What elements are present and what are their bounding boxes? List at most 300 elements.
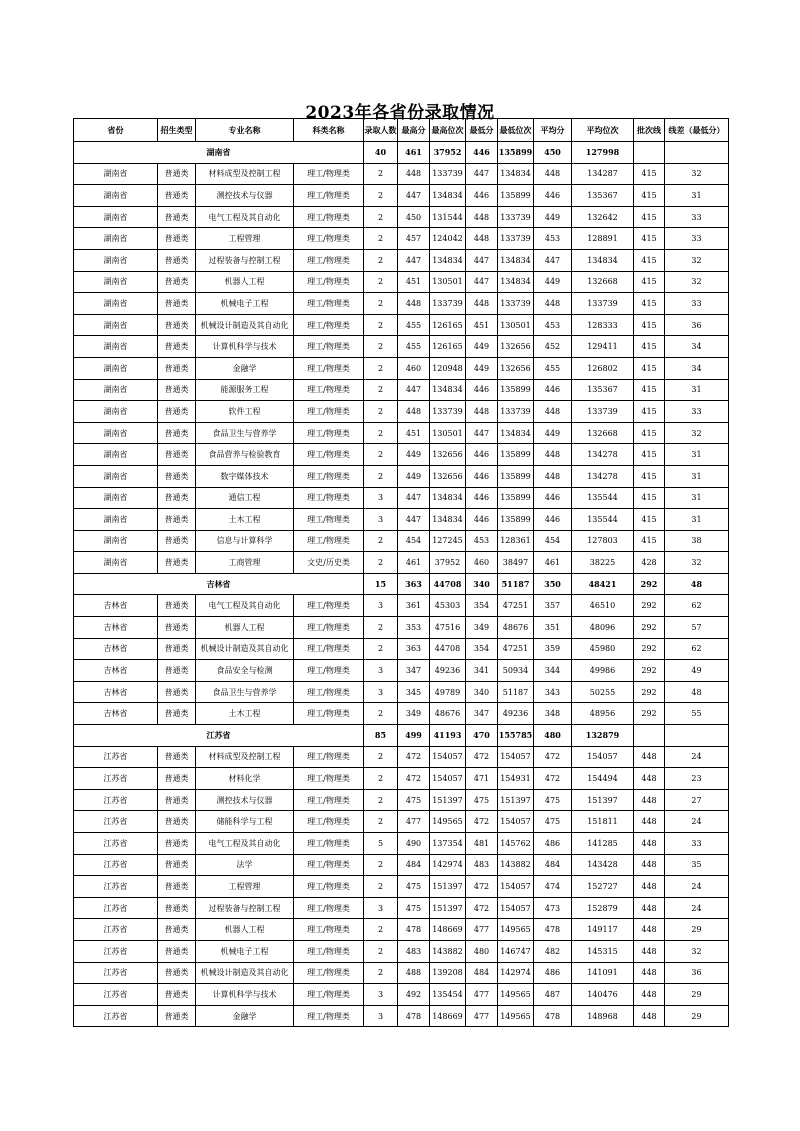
table-cell: 2	[364, 854, 398, 876]
table-cell: 142974	[498, 962, 534, 984]
table-cell: 343	[534, 681, 572, 703]
table-cell: 151397	[430, 789, 466, 811]
table-cell: 37952	[430, 552, 466, 574]
table-cell: 食品卫生与营养学	[196, 681, 294, 703]
table-cell: 415	[634, 314, 665, 336]
table-cell: 2	[364, 746, 398, 768]
table-cell: 湖南省	[74, 379, 158, 401]
table-cell: 湖南省	[74, 249, 158, 271]
table-cell: 134834	[430, 249, 466, 271]
table-cell: 湖南省	[74, 552, 158, 574]
table-cell: 理工/物理类	[294, 919, 364, 941]
table-cell: 48956	[572, 703, 634, 725]
table-cell: 普通类	[158, 876, 196, 898]
table-cell: 483	[466, 854, 498, 876]
table-cell: 普通类	[158, 1005, 196, 1027]
table-cell: 134834	[498, 271, 534, 293]
table-row	[74, 595, 729, 617]
table-cell: 2	[364, 811, 398, 833]
table-cell: 415	[634, 249, 665, 271]
table-cell: 34	[665, 336, 729, 358]
table-cell: 普通类	[158, 271, 196, 293]
table-cell: 349	[466, 617, 498, 639]
province-name: 湖南省	[74, 142, 364, 164]
table-cell: 146747	[498, 940, 534, 962]
table-cell: 理工/物理类	[294, 314, 364, 336]
table-row	[74, 962, 729, 984]
table-cell: 415	[634, 206, 665, 228]
table-cell: 347	[466, 703, 498, 725]
table-cell: 133739	[430, 163, 466, 185]
table-cell: 普通类	[158, 746, 196, 768]
table-cell: 31	[665, 185, 729, 207]
table-row	[74, 465, 729, 487]
table-cell: 36	[665, 962, 729, 984]
table-cell: 普通类	[158, 703, 196, 725]
table-cell: 292	[634, 617, 665, 639]
table-cell: 451	[398, 271, 430, 293]
table-cell: 415	[634, 465, 665, 487]
table-cell: 448	[634, 811, 665, 833]
table-cell: 135899	[498, 379, 534, 401]
table-cell: 449	[534, 422, 572, 444]
table-cell: 62	[665, 595, 729, 617]
table-cell: 135899	[498, 444, 534, 466]
table-cell: 127803	[572, 530, 634, 552]
table-cell: 47516	[430, 617, 466, 639]
table-cell: 2	[364, 444, 398, 466]
table-cell: 理工/物理类	[294, 336, 364, 358]
table-cell: 理工/物理类	[294, 746, 364, 768]
table-cell: 普通类	[158, 617, 196, 639]
table-cell: 31	[665, 444, 729, 466]
table-cell: 154057	[498, 897, 534, 919]
table-cell: 2	[364, 703, 398, 725]
table-row	[74, 789, 729, 811]
table-cell: 湖南省	[74, 509, 158, 531]
table-cell: 湖南省	[74, 487, 158, 509]
table-cell: 135544	[572, 509, 634, 531]
table-cell: 35	[665, 854, 729, 876]
table-cell: 480	[466, 940, 498, 962]
header-cell: 科类名称	[294, 119, 364, 142]
table-cell: 理工/物理类	[294, 660, 364, 682]
table-cell: 135899	[498, 465, 534, 487]
table-cell: 475	[398, 789, 430, 811]
table-cell: 415	[634, 293, 665, 315]
table-cell: 448	[534, 444, 572, 466]
table-cell: 江苏省	[74, 833, 158, 855]
table-cell: 448	[534, 293, 572, 315]
table-row	[74, 444, 729, 466]
table-cell: 工程管理	[196, 876, 294, 898]
table-cell: 132668	[572, 422, 634, 444]
table-cell: 32	[665, 422, 729, 444]
table-cell: 理工/物理类	[294, 789, 364, 811]
table-cell: 447	[398, 487, 430, 509]
table-cell: 2	[364, 789, 398, 811]
table-cell: 5	[364, 833, 398, 855]
table-cell: 33	[665, 401, 729, 423]
table-cell: 141285	[572, 833, 634, 855]
table-cell: 354	[466, 595, 498, 617]
header-cell: 录取人数	[364, 119, 398, 142]
table-cell: 475	[398, 897, 430, 919]
table-cell: 62	[665, 638, 729, 660]
table-cell: 理工/物理类	[294, 357, 364, 379]
table-cell: 477	[466, 919, 498, 941]
table-cell: 134834	[430, 487, 466, 509]
table-cell: 理工/物理类	[294, 617, 364, 639]
table-cell: 50255	[572, 681, 634, 703]
table-cell: 292	[634, 703, 665, 725]
table-cell: 3	[364, 660, 398, 682]
table-cell: 449	[534, 271, 572, 293]
table-cell: 149117	[572, 919, 634, 941]
table-cell: 447	[466, 422, 498, 444]
table-cell: 3	[364, 681, 398, 703]
table-cell: 447	[466, 271, 498, 293]
table-cell: 428	[634, 552, 665, 574]
table-cell: 45980	[572, 638, 634, 660]
table-cell: 472	[466, 746, 498, 768]
table-cell: 机械电子工程	[196, 940, 294, 962]
table-cell: 普通类	[158, 984, 196, 1006]
table-cell: 理工/物理类	[294, 876, 364, 898]
table-cell: 472	[466, 811, 498, 833]
summary-cell: 480	[534, 725, 572, 747]
table-cell: 理工/物理类	[294, 444, 364, 466]
table-cell: 机器人工程	[196, 617, 294, 639]
table-cell: 49	[665, 660, 729, 682]
table-cell: 448	[634, 768, 665, 790]
table-cell: 460	[398, 357, 430, 379]
table-cell: 483	[398, 940, 430, 962]
table-cell: 理工/物理类	[294, 681, 364, 703]
table-cell: 449	[466, 336, 498, 358]
table-cell: 理工/物理类	[294, 465, 364, 487]
table-cell: 448	[466, 401, 498, 423]
table-cell: 普通类	[158, 940, 196, 962]
table-cell: 38225	[572, 552, 634, 574]
header-cell: 招生类型	[158, 119, 196, 142]
table-cell: 理工/物理类	[294, 401, 364, 423]
table-cell: 446	[466, 465, 498, 487]
table-cell: 415	[634, 336, 665, 358]
table-cell: 447	[398, 379, 430, 401]
table-row	[74, 206, 729, 228]
table-cell: 448	[634, 897, 665, 919]
summary-cell: 48421	[572, 573, 634, 595]
table-cell: 44708	[430, 638, 466, 660]
table-cell: 江苏省	[74, 1005, 158, 1027]
table-cell: 129411	[572, 336, 634, 358]
table-cell: 湖南省	[74, 465, 158, 487]
table-cell: 理工/物理类	[294, 984, 364, 1006]
table-cell: 2	[364, 228, 398, 250]
table-cell: 452	[534, 336, 572, 358]
table-cell: 135899	[498, 509, 534, 531]
table-cell: 344	[534, 660, 572, 682]
header-cell: 批次线	[634, 119, 665, 142]
table-cell: 江苏省	[74, 746, 158, 768]
table-cell: 金融学	[196, 357, 294, 379]
table-cell: 51187	[498, 681, 534, 703]
table-cell: 447	[466, 163, 498, 185]
table-cell: 2	[364, 163, 398, 185]
table-cell: 普通类	[158, 854, 196, 876]
table-row	[74, 854, 729, 876]
table-cell: 446	[534, 487, 572, 509]
table-cell: 448	[634, 919, 665, 941]
table-cell: 材料成型及控制工程	[196, 163, 294, 185]
table-header-row	[74, 119, 729, 142]
table-cell: 36	[665, 314, 729, 336]
table-cell: 130501	[498, 314, 534, 336]
table-cell: 488	[398, 962, 430, 984]
table-cell: 机械电子工程	[196, 293, 294, 315]
table-cell: 24	[665, 876, 729, 898]
table-cell: 447	[534, 249, 572, 271]
table-cell: 31	[665, 487, 729, 509]
summary-cell: 37952	[430, 142, 466, 164]
table-cell: 数字媒体技术	[196, 465, 294, 487]
table-cell: 135899	[498, 487, 534, 509]
table-cell: 353	[398, 617, 430, 639]
table-cell: 理工/物理类	[294, 854, 364, 876]
table-cell: 理工/物理类	[294, 833, 364, 855]
table-cell: 415	[634, 401, 665, 423]
summary-cell: 135899	[498, 142, 534, 164]
table-cell: 448	[634, 1005, 665, 1027]
table-cell: 普通类	[158, 552, 196, 574]
table-cell: 45303	[430, 595, 466, 617]
table-cell: 415	[634, 487, 665, 509]
table-cell: 139208	[430, 962, 466, 984]
table-cell: 450	[398, 206, 430, 228]
admission-table	[73, 118, 729, 1027]
table-cell: 信息与计算科学	[196, 530, 294, 552]
table-cell: 151397	[572, 789, 634, 811]
table-cell: 普通类	[158, 422, 196, 444]
table-cell: 448	[466, 206, 498, 228]
table-cell: 27	[665, 789, 729, 811]
table-cell: 134834	[498, 249, 534, 271]
table-cell: 128891	[572, 228, 634, 250]
table-cell: 448	[466, 228, 498, 250]
table-cell: 24	[665, 746, 729, 768]
table-cell: 电气工程及其自动化	[196, 595, 294, 617]
table-cell: 132642	[572, 206, 634, 228]
table-cell: 487	[534, 984, 572, 1006]
table-cell: 江苏省	[74, 768, 158, 790]
table-cell: 湖南省	[74, 401, 158, 423]
table-cell: 472	[398, 768, 430, 790]
table-cell: 460	[466, 552, 498, 574]
table-cell: 32	[665, 249, 729, 271]
table-cell: 149565	[430, 811, 466, 833]
table-cell: 149565	[498, 1005, 534, 1027]
table-cell: 江苏省	[74, 854, 158, 876]
table-cell: 126165	[430, 336, 466, 358]
table-cell: 132656	[498, 357, 534, 379]
table-cell: 湖南省	[74, 357, 158, 379]
summary-cell: 132879	[572, 725, 634, 747]
table-row	[74, 703, 729, 725]
table-cell: 计算机科学与技术	[196, 336, 294, 358]
table-cell: 34	[665, 357, 729, 379]
table-cell: 449	[534, 206, 572, 228]
table-cell: 134834	[430, 509, 466, 531]
table-row	[74, 681, 729, 703]
table-cell: 普通类	[158, 595, 196, 617]
table-cell: 普通类	[158, 681, 196, 703]
table-cell: 133739	[572, 293, 634, 315]
table-cell: 29	[665, 984, 729, 1006]
table-cell: 48676	[498, 617, 534, 639]
table-cell: 134834	[430, 379, 466, 401]
table-cell: 140476	[572, 984, 634, 1006]
summary-cell: 340	[466, 573, 498, 595]
table-cell: 3	[364, 595, 398, 617]
table-cell: 49789	[430, 681, 466, 703]
table-cell: 415	[634, 444, 665, 466]
summary-cell: 15	[364, 573, 398, 595]
table-cell: 453	[534, 228, 572, 250]
table-cell: 能源服务工程	[196, 379, 294, 401]
table-cell: 455	[534, 357, 572, 379]
table-cell: 土木工程	[196, 509, 294, 531]
table-cell: 478	[534, 919, 572, 941]
table-cell: 38497	[498, 552, 534, 574]
table-cell: 446	[466, 185, 498, 207]
table-cell: 133739	[498, 401, 534, 423]
table-cell: 143882	[430, 940, 466, 962]
table-cell: 32	[665, 552, 729, 574]
table-row	[74, 768, 729, 790]
table-cell: 普通类	[158, 206, 196, 228]
table-cell: 126165	[430, 314, 466, 336]
table-cell: 349	[398, 703, 430, 725]
table-cell: 普通类	[158, 336, 196, 358]
table-cell: 472	[466, 876, 498, 898]
table-cell: 135899	[498, 185, 534, 207]
table-cell: 359	[534, 638, 572, 660]
table-cell: 128333	[572, 314, 634, 336]
table-cell: 理工/物理类	[294, 271, 364, 293]
table-cell: 475	[534, 789, 572, 811]
table-cell: 143428	[572, 854, 634, 876]
table-cell: 2	[364, 249, 398, 271]
table-cell: 448	[534, 401, 572, 423]
table-cell: 142974	[430, 854, 466, 876]
table-cell: 133739	[430, 401, 466, 423]
table-cell: 江苏省	[74, 876, 158, 898]
table-cell: 24	[665, 897, 729, 919]
table-cell: 测控技术与仪器	[196, 185, 294, 207]
table-cell: 135367	[572, 185, 634, 207]
table-cell: 2	[364, 876, 398, 898]
table-cell: 理工/物理类	[294, 206, 364, 228]
table-cell: 133739	[430, 293, 466, 315]
table-cell: 文史/历史类	[294, 552, 364, 574]
table-cell: 普通类	[158, 962, 196, 984]
province-summary-row	[74, 142, 729, 164]
province-summary-row	[74, 573, 729, 595]
page-title: 2023年各省份录取情况	[305, 103, 495, 123]
table-cell: 46510	[572, 595, 634, 617]
table-cell: 448	[534, 465, 572, 487]
table-cell: 151397	[430, 876, 466, 898]
summary-cell: 363	[398, 573, 430, 595]
table-cell: 449	[398, 444, 430, 466]
table-cell: 57	[665, 617, 729, 639]
table-cell: 机械设计制造及其自动化	[196, 638, 294, 660]
table-cell: 32	[665, 271, 729, 293]
table-cell: 理工/物理类	[294, 768, 364, 790]
table-cell: 148669	[430, 1005, 466, 1027]
table-cell: 2	[364, 206, 398, 228]
table-cell: 33	[665, 206, 729, 228]
table-cell: 154057	[572, 746, 634, 768]
table-cell: 理工/物理类	[294, 163, 364, 185]
table-cell: 154057	[430, 768, 466, 790]
table-cell: 机器人工程	[196, 919, 294, 941]
table-cell: 理工/物理类	[294, 530, 364, 552]
header-cell: 最低分	[466, 119, 498, 142]
table-row	[74, 876, 729, 898]
table-row	[74, 552, 729, 574]
table-cell: 133739	[498, 228, 534, 250]
header-cell: 平均分	[534, 119, 572, 142]
table-cell: 2	[364, 357, 398, 379]
table-cell: 3	[364, 897, 398, 919]
table-cell: 128361	[498, 530, 534, 552]
table-cell: 金融学	[196, 1005, 294, 1027]
table-cell: 湖南省	[74, 228, 158, 250]
table-cell: 普通类	[158, 228, 196, 250]
table-cell: 292	[634, 660, 665, 682]
table-cell: 475	[534, 811, 572, 833]
table-cell: 吉林省	[74, 638, 158, 660]
table-cell: 普通类	[158, 379, 196, 401]
table-cell: 478	[534, 1005, 572, 1027]
table-row	[74, 897, 729, 919]
table-cell: 448	[398, 401, 430, 423]
table-cell: 湖南省	[74, 422, 158, 444]
table-cell: 448	[634, 876, 665, 898]
table-cell: 普通类	[158, 401, 196, 423]
table-cell: 31	[665, 465, 729, 487]
summary-cell: 40	[364, 142, 398, 164]
table-cell: 137354	[430, 833, 466, 855]
table-cell: 130501	[430, 422, 466, 444]
summary-cell: 446	[466, 142, 498, 164]
table-cell: 154057	[430, 746, 466, 768]
table-cell: 49986	[572, 660, 634, 682]
header-cell: 省份	[74, 119, 158, 142]
table-cell: 湖南省	[74, 163, 158, 185]
table-cell: 2	[364, 552, 398, 574]
table-cell: 446	[466, 379, 498, 401]
table-cell: 448	[534, 163, 572, 185]
table-cell: 478	[398, 1005, 430, 1027]
table-cell: 吉林省	[74, 703, 158, 725]
table-cell: 吉林省	[74, 681, 158, 703]
table-cell: 普通类	[158, 293, 196, 315]
table-cell: 447	[466, 249, 498, 271]
table-cell: 工商管理	[196, 552, 294, 574]
